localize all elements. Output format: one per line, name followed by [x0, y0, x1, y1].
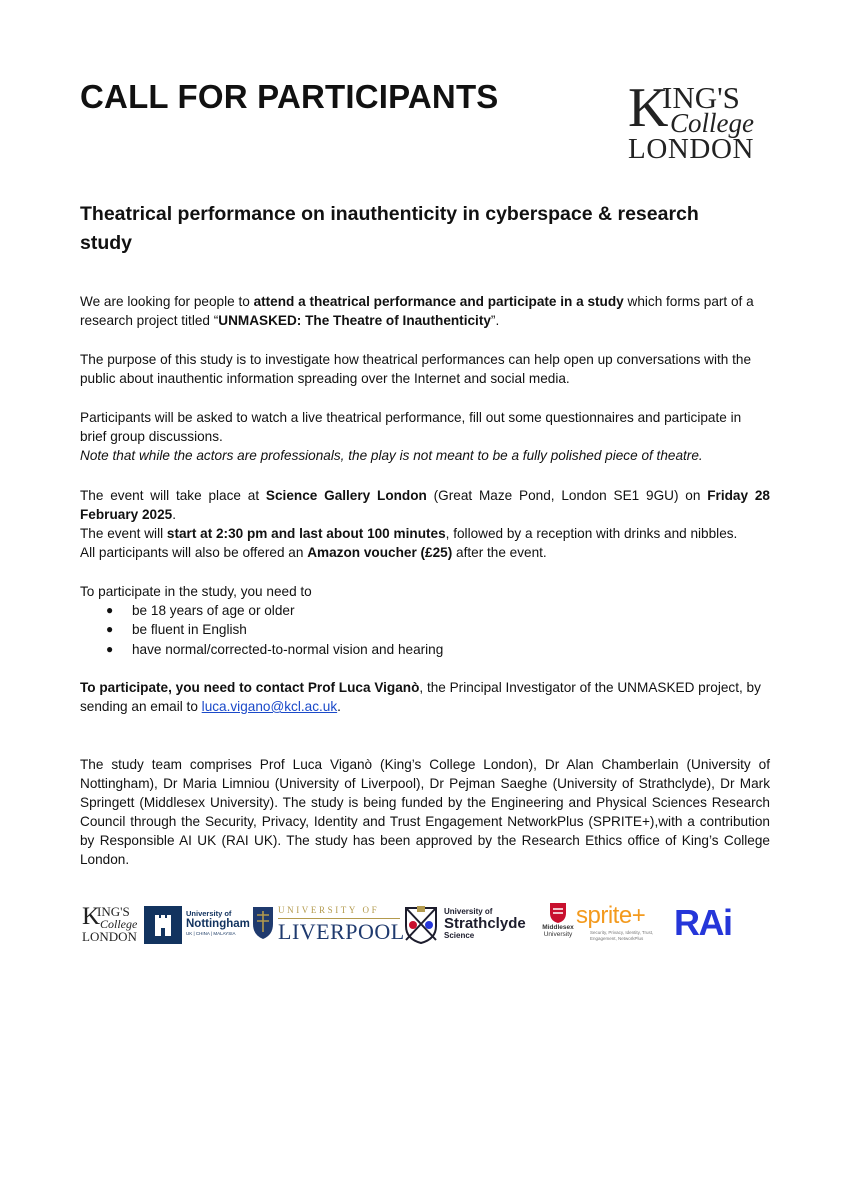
tasks-text: Participants will be asked to watch a live theatrical performance, fill out some questionnaires and participate in brief group discussions.: [80, 410, 742, 444]
contact-text: .: [337, 699, 341, 714]
strathclyde-line1: University of: [444, 907, 493, 916]
liverpool-shield-icon: [252, 906, 274, 940]
requirement-text: have normal/corrected-to-normal vision and hearing: [132, 641, 444, 657]
event-text: , followed by a reception with drinks and nibbles.: [445, 526, 738, 541]
sprite-logo: [576, 902, 672, 946]
logo-letter-k: K: [628, 77, 669, 139]
requirements-section: [80, 582, 770, 659]
strathclyde-line2: Strathclyde: [444, 915, 526, 932]
liverpool-line1: UNIVERSITY OF: [278, 905, 380, 915]
study-subtitle: Theatrical performance on inauthenticity in cyberspace & research study: [80, 203, 699, 254]
page-title: CALL FOR PARTICIPANTS: [80, 78, 499, 115]
logo-letter-k: K: [82, 903, 101, 930]
event-time: start at 2:30 pm and last about 100 minutes: [166, 526, 446, 541]
nottingham-line3: UK | CHINA | MALAYSIA: [186, 931, 236, 936]
crest-icon: [402, 904, 440, 944]
rai-logo: [674, 904, 738, 946]
intro-paragraph: [80, 292, 770, 330]
event-venue: Science Gallery London: [265, 488, 427, 503]
event-date: Friday 28 February 2025: [80, 488, 770, 522]
team-paragraph: The study team comprises Prof Luca Viganò (King’s College London), Dr Alan Chamberlain (University of Nottingham), Dr Maria Limniou (University of Liverpool), Dr Pejman Saeghe (University of Strathclyde), Dr Mark Springett (Middlesex University). The study is being funded by the Engineering and Physical Sciences Research Council through the Security, Privacy, Identity and Trust Engagement NetworkPlus (SPRITE+),with a contribution by Responsible AI UK (RAI UK). The study has been approved by the Research Ethics office of King’s College London.: [80, 757, 770, 867]
logo-text-ings: ING'S: [97, 904, 130, 919]
logo-text-london: LONDON: [82, 929, 137, 944]
event-voucher: Amazon voucher (£25): [307, 545, 453, 560]
purpose-paragraph: The purpose of this study is to investigate how theatrical performances can help open up conversations with the public about inauthentic information spreading over the Internet and social media.: [80, 352, 752, 386]
list-item: [80, 640, 770, 659]
shield-icon: [252, 906, 274, 940]
sprite-tagline2: Engagement, NetworkPlus: [590, 936, 644, 941]
bullet-icon: ●: [106, 622, 114, 637]
kings-college-london-logo: [624, 77, 766, 165]
kcl-small-logo: [80, 904, 142, 946]
tasks-note: Note that while the actors are professionals, the play is not meant to be a fully polished piece of theatre.: [80, 448, 703, 463]
contact-paragraph: [80, 678, 770, 716]
strathclyde-crest-icon: [402, 904, 440, 944]
nottingham-line1: University of: [186, 909, 232, 918]
liverpool-line2: LIVERPOOL: [278, 919, 405, 944]
logo-text-college: College: [100, 917, 138, 931]
tasks-paragraph: [80, 408, 770, 465]
event-text: (Great Maze Pond, London SE1 9GU) on: [426, 488, 708, 503]
event-text: The event will: [80, 526, 167, 541]
contact-text: , the Principal Investigator of the UNMASKED project, by sending an email to: [80, 680, 761, 714]
intro-text: We are looking for people to: [80, 294, 254, 309]
sprite-tagline1: Security, Privacy, Identity, Trust,: [590, 930, 654, 935]
requirements-list: [80, 601, 770, 659]
strathclyde-wordmark: [444, 908, 544, 940]
requirements-intro: To participate in the study, you need to: [80, 584, 312, 599]
middlesex-shield-icon: [549, 902, 567, 924]
sprite-name: sprite+: [576, 902, 646, 929]
project-title: UNMASKED: The Theatre of Inauthenticity: [218, 313, 491, 328]
list-item: [80, 601, 770, 620]
logo-text-london: LONDON: [628, 133, 755, 165]
list-item: [80, 620, 770, 639]
liverpool-wordmark: [278, 905, 405, 944]
bullet-icon: ●: [106, 641, 114, 656]
nottingham-crest-icon: [144, 906, 182, 944]
email-link[interactable]: luca.vigano@kcl.ac.uk: [201, 699, 338, 714]
castle-icon: [144, 906, 182, 944]
logo-text-ings: ING'S: [662, 80, 740, 115]
event-paragraph: [80, 486, 770, 562]
nottingham-line2: Nottingham: [186, 917, 250, 930]
strathclyde-line3: Science: [444, 931, 475, 940]
rai-name: RAi: [674, 902, 732, 943]
partner-logos: [80, 900, 750, 956]
requirement-text: be fluent in English: [132, 622, 247, 638]
requirement-text: be 18 years of age or older: [132, 603, 295, 618]
event-text: after the event.: [452, 545, 547, 560]
event-text: The event will take place at: [80, 488, 266, 503]
bullet-icon: ●: [106, 603, 114, 617]
intro-bold: attend a theatrical performance and participate in a study: [253, 294, 624, 309]
contact-bold: To participate, you need to contact Prof Luca Viganò: [80, 680, 420, 695]
nottingham-wordmark: [186, 910, 252, 937]
middlesex-line1: Middlesex: [542, 924, 574, 931]
intro-text: which forms part of a research project titled “: [80, 294, 754, 328]
middlesex-line2: University: [543, 931, 573, 939]
event-text: .: [172, 507, 176, 522]
logo-text-college: College: [670, 108, 754, 138]
middlesex-logo: [542, 902, 574, 946]
event-text: All participants will also be offered an: [80, 545, 308, 560]
intro-text: ”.: [490, 313, 500, 328]
